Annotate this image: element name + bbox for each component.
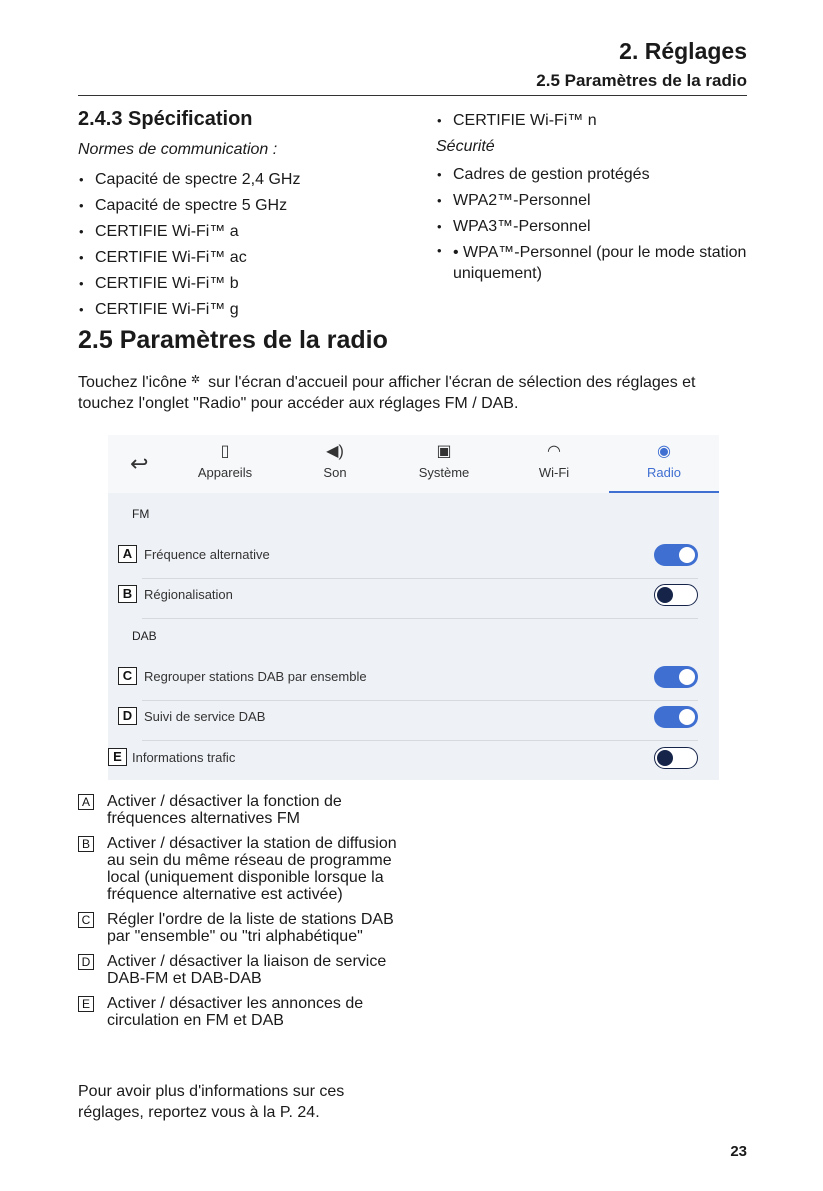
callout-letter: B: [118, 585, 137, 603]
header-divider: [78, 95, 747, 96]
list-item: • Capacité de spectre 2,4 GHz: [78, 167, 418, 193]
legend-item: [78, 953, 398, 987]
radio-section-title: 2.5 Paramètres de la radio: [78, 326, 388, 354]
legend-text: Activer / désactiver la liaison de service DAB-FM et DAB-DAB: [107, 953, 387, 987]
tab-label: Système: [418, 465, 470, 480]
alt-frequency-toggle[interactable]: [654, 544, 698, 566]
callout-letter: A: [78, 794, 94, 810]
intro-text-end: sur l'écran d'accueil pour afficher l'écran de sélection des réglages et touchez l'onglet "Radio" pour accéder aux réglages FM / DAB.: [78, 374, 696, 412]
closing-note: Pour avoir plus d'informations sur ces réglages, reportez vous à la P. 24.: [78, 1083, 345, 1121]
toggle-knob: [679, 669, 695, 685]
toggle-knob: [679, 709, 695, 725]
gear-icon: ✲: [190, 374, 201, 386]
comm-standards-list: [78, 167, 418, 323]
page-number: 23: [730, 1143, 747, 1160]
tab-radio[interactable]: [609, 441, 719, 480]
radio-settings-screen: [108, 435, 719, 780]
tab-label: Son: [323, 465, 347, 480]
system-icon: ▣: [436, 443, 452, 460]
list-item: • CERTIFIE Wi-Fi™ a: [78, 219, 418, 245]
toggle-knob: [657, 750, 673, 766]
legend-text: Activer / désactiver la station de diffusion au sein du même réseau de programme local (uniquement disponible lorsque la fréquence alternative est activée): [107, 835, 397, 903]
group-label-fm: FM: [132, 507, 150, 521]
setting-label: Regrouper stations DAB par ensemble: [144, 669, 367, 684]
section-header: 2.5 Paramètres de la radio: [536, 71, 747, 90]
wifi-icon: ◠: [547, 443, 561, 460]
legend-item: [78, 911, 398, 945]
legend-item: [78, 793, 398, 827]
tab-system[interactable]: [389, 441, 499, 480]
toggle-knob: [679, 547, 695, 563]
security-label: Sécurité: [436, 138, 495, 155]
group-label-dab: DAB: [132, 629, 157, 643]
comm-standards-list-cont: [436, 108, 756, 134]
legend-text: Régler l'ordre de la liste de stations DAB par "ensemble" ou "tri alphabétique": [107, 911, 394, 945]
group-dab-ensemble-toggle[interactable]: [654, 666, 698, 688]
chapter-title: 2. Réglages: [619, 38, 747, 64]
settings-tab-bar: [108, 435, 719, 493]
callout-letter: C: [118, 667, 137, 685]
callout-legend: [78, 793, 398, 1037]
tab-label: Wi-Fi: [538, 465, 570, 480]
callout-letter: D: [78, 954, 94, 970]
list-item: • • WPA™-Personnel (pour le mode station uniquement): [436, 240, 756, 284]
regionalisation-toggle[interactable]: [654, 584, 698, 606]
list-item: • Capacité de spectre 5 GHz: [78, 193, 418, 219]
tab-devices[interactable]: [170, 441, 280, 480]
list-item: • WPA3™-Personnel: [436, 214, 756, 240]
setting-label: Suivi de service DAB: [144, 709, 266, 724]
radio-intro: [78, 370, 748, 414]
legend-item: [78, 835, 398, 903]
setting-label: Régionalisation: [144, 587, 233, 602]
traffic-info-toggle[interactable]: [654, 747, 698, 769]
setting-row: [108, 742, 698, 772]
setting-row: [118, 539, 698, 569]
list-item: • CERTIFIE Wi-Fi™ n: [436, 108, 756, 134]
tab-label: Radio: [647, 465, 681, 480]
setting-label: Fréquence alternative: [144, 547, 270, 562]
spec-left-column: [78, 108, 418, 323]
callout-letter: D: [118, 707, 137, 725]
radio-icon: ◉: [657, 443, 671, 460]
list-item: • CERTIFIE Wi-Fi™ ac: [78, 245, 418, 271]
setting-row: [118, 661, 698, 691]
dab-service-following-toggle[interactable]: [654, 706, 698, 728]
callout-letter: B: [78, 836, 94, 852]
speaker-icon: ◀): [326, 443, 344, 460]
setting-label: Informations trafic: [132, 750, 236, 765]
list-item: • CERTIFIE Wi-Fi™ g: [78, 297, 418, 323]
active-tab-indicator: [609, 491, 719, 493]
list-item: • Cadres de gestion protégés: [436, 162, 756, 188]
setting-row: [118, 579, 698, 609]
list-item: • WPA2™-Personnel: [436, 188, 756, 214]
comm-standards-label: Normes de communication :: [78, 141, 278, 158]
tab-label: Appareils: [197, 465, 253, 480]
callout-letter: E: [78, 996, 94, 1012]
toggle-knob: [657, 587, 673, 603]
setting-row: [118, 701, 698, 731]
tab-sound[interactable]: [280, 441, 390, 480]
spec-heading: 2.4.3 Spécification: [78, 108, 253, 130]
row-divider: [142, 618, 698, 619]
callout-letter: E: [108, 748, 127, 766]
row-divider: [142, 740, 698, 741]
callout-letter: A: [118, 545, 137, 563]
security-list: [436, 162, 756, 284]
devices-icon: ▯: [220, 443, 230, 460]
legend-item: [78, 995, 398, 1029]
callout-letter: C: [78, 912, 94, 928]
intro-text-start: Touchez l'icône: [78, 374, 187, 391]
legend-text: Activer / désactiver les annonces de circulation en FM et DAB: [107, 995, 364, 1029]
legend-text: Activer / désactiver la fonction de fréquences alternatives FM: [107, 793, 342, 827]
list-item: • CERTIFIE Wi-Fi™ b: [78, 271, 418, 297]
back-arrow-icon[interactable]: ↩: [130, 451, 149, 476]
spec-right-column: [436, 108, 756, 284]
tab-wifi[interactable]: [499, 441, 609, 480]
